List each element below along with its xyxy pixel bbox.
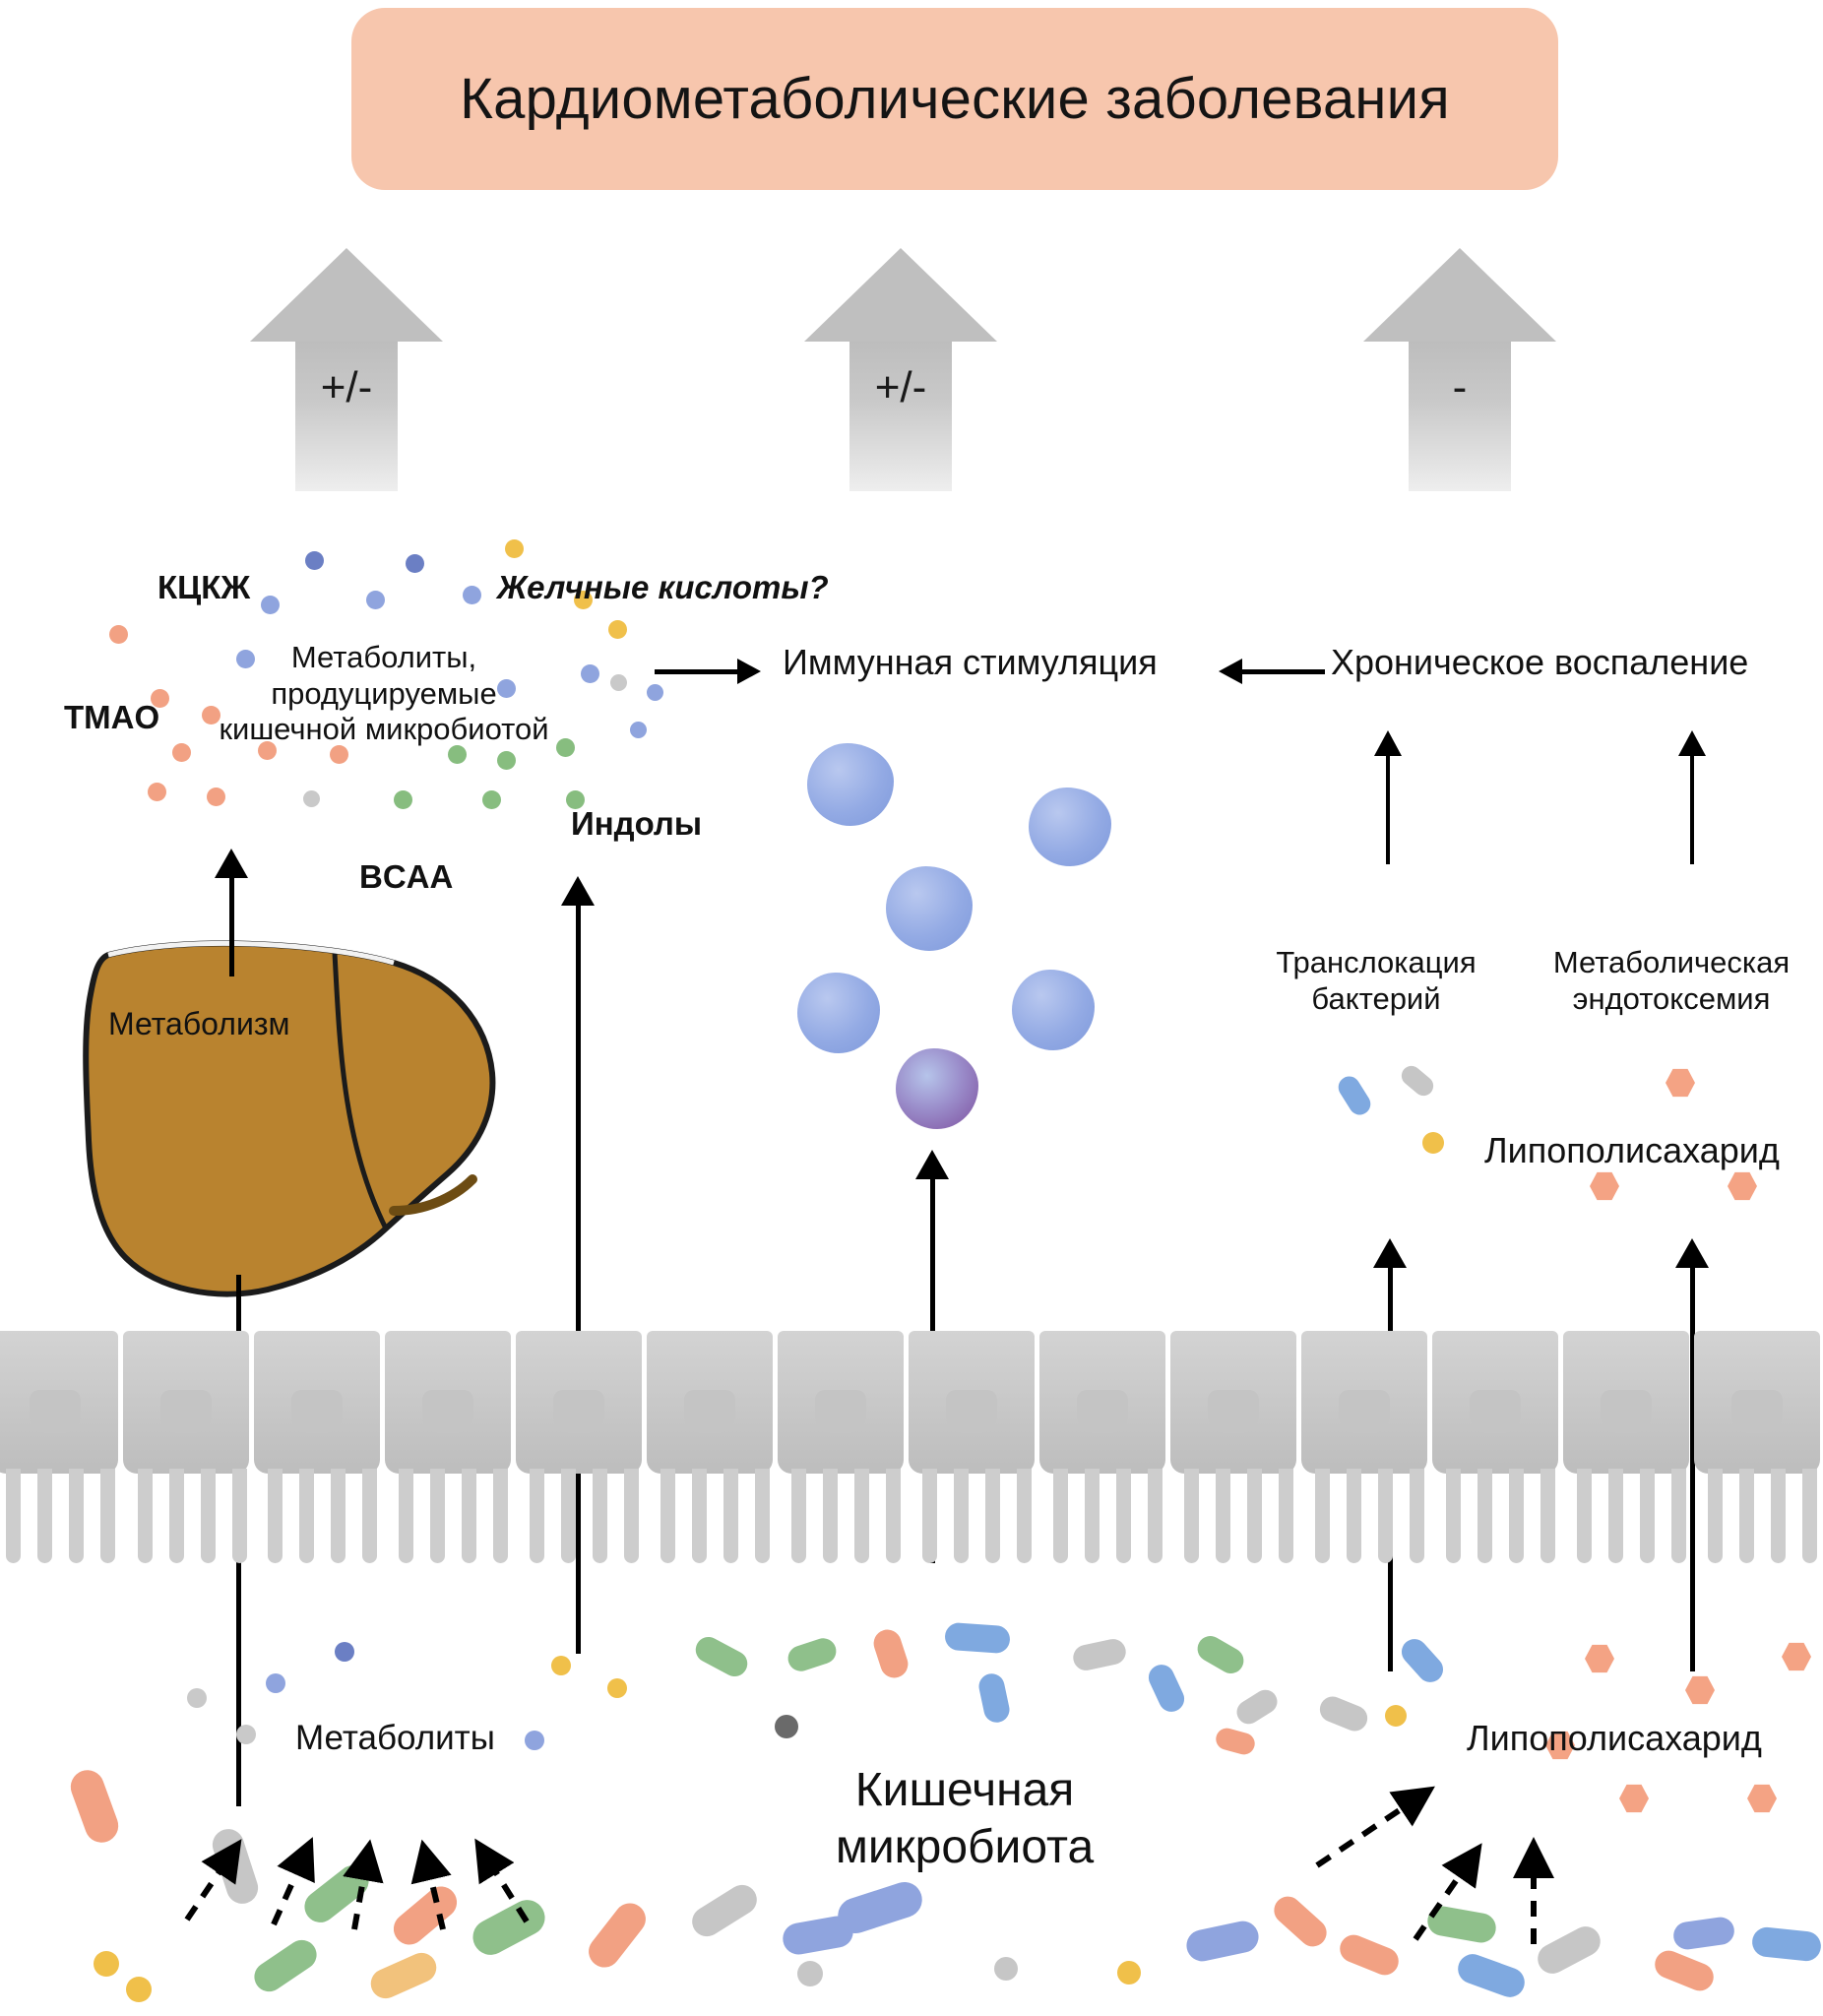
bacterium-rod xyxy=(583,1897,653,1974)
label-lipopolysaccharide-bottom: Липополисахарид xyxy=(1467,1718,1762,1758)
metabolite-dot xyxy=(630,722,647,738)
microvillus xyxy=(1802,1469,1817,1563)
microvillus xyxy=(1315,1469,1330,1563)
label-gut-microbiota-line2: микробиота xyxy=(835,1820,1095,1873)
microvillus xyxy=(138,1469,153,1563)
immune-cell xyxy=(807,743,894,826)
arrow-line xyxy=(655,669,737,674)
arrow-line xyxy=(1690,756,1694,864)
metabolite-dot xyxy=(366,591,385,609)
immune-cell-activated xyxy=(896,1048,978,1129)
arrow-shaft xyxy=(295,342,398,491)
label-gut-microbiota xyxy=(807,1762,1122,1875)
metabolite-dot xyxy=(406,554,424,573)
microvillus xyxy=(100,1469,115,1563)
epithelial-cell xyxy=(1563,1331,1689,1474)
microvillus xyxy=(1771,1469,1786,1563)
lps-hexagon xyxy=(1747,1784,1777,1813)
title-banner xyxy=(351,8,1558,190)
arrow-head xyxy=(737,659,761,684)
label-bacterial-translocation-line2: бактерий xyxy=(1311,980,1441,1016)
microvillus xyxy=(723,1469,738,1563)
microvillus xyxy=(922,1469,937,1563)
bacterium-rod xyxy=(691,1632,752,1680)
metabolite-dot xyxy=(1117,1961,1141,1984)
microvillus xyxy=(1577,1469,1592,1563)
metabolite-dot xyxy=(994,1957,1018,1981)
dashed-arrow xyxy=(354,1862,366,1929)
arrow-liver-to-metabolites xyxy=(215,849,248,976)
microvillus xyxy=(985,1469,1000,1563)
microvillus xyxy=(624,1469,639,1563)
metabolite-dot xyxy=(126,1977,152,2002)
microvillus xyxy=(1410,1469,1424,1563)
arrow-label-left: +/- xyxy=(320,363,373,411)
epithelial-cell xyxy=(385,1331,511,1474)
microvillus xyxy=(6,1469,21,1563)
outcome-arrow-right xyxy=(1363,248,1556,490)
microvillus xyxy=(1184,1469,1199,1563)
metabolite-dot xyxy=(448,745,467,764)
metabolite-dot xyxy=(187,1688,207,1708)
bacterium-rod xyxy=(1232,1685,1282,1729)
arrow-label-right: - xyxy=(1452,363,1468,411)
metabolite-dot xyxy=(581,664,599,683)
bacterium-rod xyxy=(66,1765,123,1847)
label-liver-metabolism: Метаболизм xyxy=(108,1006,290,1041)
bacterium-rod xyxy=(1214,1726,1257,1757)
immune-cell xyxy=(886,866,973,951)
arrow-to-immune-stimulation-right xyxy=(1219,660,1325,683)
arrow-line xyxy=(1242,669,1325,674)
microvillus xyxy=(169,1469,184,1563)
bacterium-rod xyxy=(366,1948,441,2003)
arrow-shaft xyxy=(1409,342,1511,491)
metabolite-dot xyxy=(551,1656,571,1675)
microvillus xyxy=(755,1469,770,1563)
bacterium-rod xyxy=(976,1671,1012,1725)
microvillus xyxy=(854,1469,869,1563)
metabolite-dot xyxy=(482,790,501,809)
arrow-line xyxy=(1386,756,1390,864)
microvillus xyxy=(69,1469,84,1563)
arrow-head xyxy=(804,248,997,342)
label-immune-stimulation: Иммунная стимуляция xyxy=(783,642,1158,682)
metabolite-dot xyxy=(647,684,663,701)
microvillus xyxy=(791,1469,806,1563)
bacterium-rod xyxy=(249,1934,323,1997)
lps-production-arrows xyxy=(1289,1742,1644,1949)
microvillus xyxy=(1739,1469,1754,1563)
lps-hexagon xyxy=(1590,1171,1619,1201)
arrow-head xyxy=(1219,659,1242,684)
label-chronic-inflammation: Хроническое воспаление xyxy=(1331,642,1749,682)
metabolite-dot xyxy=(1422,1132,1444,1154)
bacterium-rod xyxy=(1316,1693,1371,1735)
lps-hexagon xyxy=(1782,1642,1811,1671)
epithelial-cell xyxy=(254,1331,380,1474)
arrow-shaft xyxy=(849,342,952,491)
metabolite-dot xyxy=(797,1961,823,1986)
microvillus xyxy=(399,1469,413,1563)
microvillus xyxy=(1378,1469,1393,1563)
epithelial-cell xyxy=(1039,1331,1165,1474)
metabolite-dot xyxy=(394,790,412,809)
label-tmao: TMAO xyxy=(64,699,160,735)
arrow-to-immune-stimulation xyxy=(655,660,761,683)
microvillus xyxy=(1509,1469,1524,1563)
microvillus xyxy=(299,1469,314,1563)
dashed-arrow xyxy=(427,1862,443,1929)
microvillus xyxy=(561,1469,576,1563)
microvillus xyxy=(1347,1469,1361,1563)
dashed-arrow xyxy=(274,1858,303,1924)
immune-cell-group xyxy=(787,733,1142,1127)
label-metabolic-endotoxemia-line1: Метаболическая xyxy=(1552,945,1791,979)
label-lipopolysaccharide-top: Липополисахарид xyxy=(1484,1130,1780,1170)
epithelial-cell xyxy=(1301,1331,1427,1474)
microvillus xyxy=(886,1469,901,1563)
metabolite-dot xyxy=(236,1725,256,1744)
label-bcaa: BCAA xyxy=(359,858,454,895)
label-gut-microbiota-line1: Кишечная xyxy=(854,1764,1075,1816)
metabolite-dot xyxy=(207,788,225,806)
metabolite-dot xyxy=(261,596,280,614)
label-microbiota-metabolites-line2: продуцируемые xyxy=(271,675,497,711)
microvillus xyxy=(823,1469,838,1563)
immune-cell xyxy=(1012,970,1095,1050)
metabolite-dot xyxy=(305,551,324,570)
label-microbiota-metabolites-line3: кишечной микробиотой xyxy=(219,712,549,747)
microvillus xyxy=(362,1469,377,1563)
bacterium-rod xyxy=(1335,1072,1375,1118)
bacterium-rod xyxy=(1454,1950,1529,2001)
label-metabolites: Метаболиты xyxy=(295,1719,495,1757)
immune-cell xyxy=(797,973,880,1053)
bacterium-rod xyxy=(1398,1062,1437,1100)
bacterium-rod xyxy=(785,1635,840,1674)
bacterium-rod xyxy=(944,1622,1011,1655)
microvillus xyxy=(1017,1469,1032,1563)
microvillus xyxy=(201,1469,216,1563)
label-metabolic-endotoxemia-line2: эндотоксемия xyxy=(1572,980,1771,1016)
metabolite-dot xyxy=(109,625,128,644)
microvillus xyxy=(1446,1469,1461,1563)
epithelial-cell xyxy=(909,1331,1035,1474)
microvillus xyxy=(530,1469,544,1563)
metabolite-dot xyxy=(775,1715,798,1738)
metabolite-dot xyxy=(94,1951,119,1977)
bacterium-rod xyxy=(1071,1637,1128,1673)
epithelial-cell xyxy=(1170,1331,1296,1474)
bacterium-rod xyxy=(1671,1916,1735,1951)
metabolite-dot xyxy=(463,586,481,604)
intestinal-epithelium xyxy=(0,1331,1823,1577)
microvillus xyxy=(1216,1469,1230,1563)
microvillus xyxy=(37,1469,52,1563)
microvillus xyxy=(1640,1469,1655,1563)
arrow-head xyxy=(1373,1238,1407,1268)
epithelial-cell xyxy=(123,1331,249,1474)
metabolite-dot xyxy=(1385,1705,1407,1727)
microvillus xyxy=(430,1469,445,1563)
microvillus xyxy=(593,1469,607,1563)
epithelial-cell xyxy=(0,1331,118,1474)
epithelial-cell xyxy=(778,1331,904,1474)
bacterium-rod xyxy=(1193,1631,1248,1678)
metabolite-dot xyxy=(497,751,516,770)
outcome-arrow-left xyxy=(250,248,443,490)
liver-illustration xyxy=(39,915,532,1319)
arrow-head xyxy=(1678,730,1706,756)
metabolite-dot xyxy=(525,1731,544,1750)
arrow-translocation-up xyxy=(1371,730,1405,864)
metabolite-dot xyxy=(505,539,524,558)
arrow-endotoxemia-up xyxy=(1675,730,1709,864)
arrow-label-middle: +/- xyxy=(874,363,927,411)
microvillus xyxy=(1671,1469,1686,1563)
arrow-head xyxy=(915,1150,949,1179)
metabolite-dot xyxy=(335,1642,354,1662)
metabolite-dot xyxy=(330,745,348,764)
label-bacterial-translocation-line1: Транслокация xyxy=(1276,945,1477,979)
outcome-arrow-middle xyxy=(804,248,997,490)
arrow-head xyxy=(1675,1238,1709,1268)
microvillus xyxy=(692,1469,707,1563)
bacterium-rod xyxy=(834,1877,927,1937)
metabolite-dot xyxy=(607,1678,627,1698)
lps-hexagon xyxy=(1585,1644,1614,1673)
microvillus xyxy=(1148,1469,1163,1563)
lps-hexagon xyxy=(1728,1171,1757,1201)
label-microbiota-metabolites xyxy=(187,640,581,748)
metabolite-dot xyxy=(266,1673,285,1693)
microvillus xyxy=(1247,1469,1262,1563)
label-metabolic-endotoxemia xyxy=(1524,945,1819,1017)
immune-cell xyxy=(1029,788,1111,866)
microvillus xyxy=(1608,1469,1623,1563)
bacterium-rod xyxy=(687,1879,763,1942)
label-bile-acids: Желчные кислоты? xyxy=(497,569,829,605)
label-scfa: КЦКЖ xyxy=(157,569,251,605)
dashed-arrow xyxy=(1317,1799,1415,1865)
bacterium-rod xyxy=(1183,1919,1261,1965)
lps-hexagon xyxy=(1666,1068,1695,1098)
microvillus xyxy=(954,1469,969,1563)
microvillus xyxy=(1053,1469,1068,1563)
epithelial-cell xyxy=(516,1331,642,1474)
epithelial-cell xyxy=(1432,1331,1558,1474)
arrow-line xyxy=(229,878,234,976)
microvillus xyxy=(1540,1469,1555,1563)
microvillus xyxy=(1085,1469,1100,1563)
bacterium-rod xyxy=(1145,1661,1189,1716)
microvillus xyxy=(1477,1469,1492,1563)
microvillus xyxy=(1116,1469,1131,1563)
microvillus xyxy=(268,1469,283,1563)
epithelial-cell xyxy=(1694,1331,1820,1474)
microvillus xyxy=(493,1469,508,1563)
metabolite-dot xyxy=(608,620,627,639)
microvillus xyxy=(1708,1469,1723,1563)
metabolite-dot xyxy=(148,783,166,801)
arrow-head xyxy=(215,849,248,878)
bacterium-rod xyxy=(1751,1925,1823,1962)
bacterium-rod xyxy=(1651,1946,1718,1994)
arrow-head xyxy=(1363,248,1556,342)
bacterium-rod xyxy=(870,1626,912,1681)
metabolite-production-arrows xyxy=(148,1752,571,1939)
lps-hexagon xyxy=(1685,1675,1715,1705)
microvillus xyxy=(660,1469,675,1563)
label-bacterial-translocation xyxy=(1248,945,1504,1017)
label-microbiota-metabolites-line1: Метаболиты, xyxy=(290,640,477,674)
arrow-head xyxy=(1374,730,1402,756)
microvillus xyxy=(331,1469,346,1563)
label-indoles: Индолы xyxy=(571,805,703,842)
metabolite-dot xyxy=(303,790,320,807)
microvillus xyxy=(232,1469,247,1563)
page-title: Кардиометаболические заболевания xyxy=(460,67,1450,131)
dashed-arrow xyxy=(187,1858,228,1920)
bacterium-rod xyxy=(1397,1634,1449,1688)
microvillus xyxy=(1279,1469,1293,1563)
epithelial-cell xyxy=(647,1331,773,1474)
arrow-head xyxy=(250,248,443,342)
arrow-head xyxy=(561,876,595,906)
dashed-arrow xyxy=(487,1858,527,1922)
microvillus xyxy=(462,1469,476,1563)
metabolite-dot xyxy=(610,674,627,691)
dashed-arrow xyxy=(1415,1862,1469,1939)
